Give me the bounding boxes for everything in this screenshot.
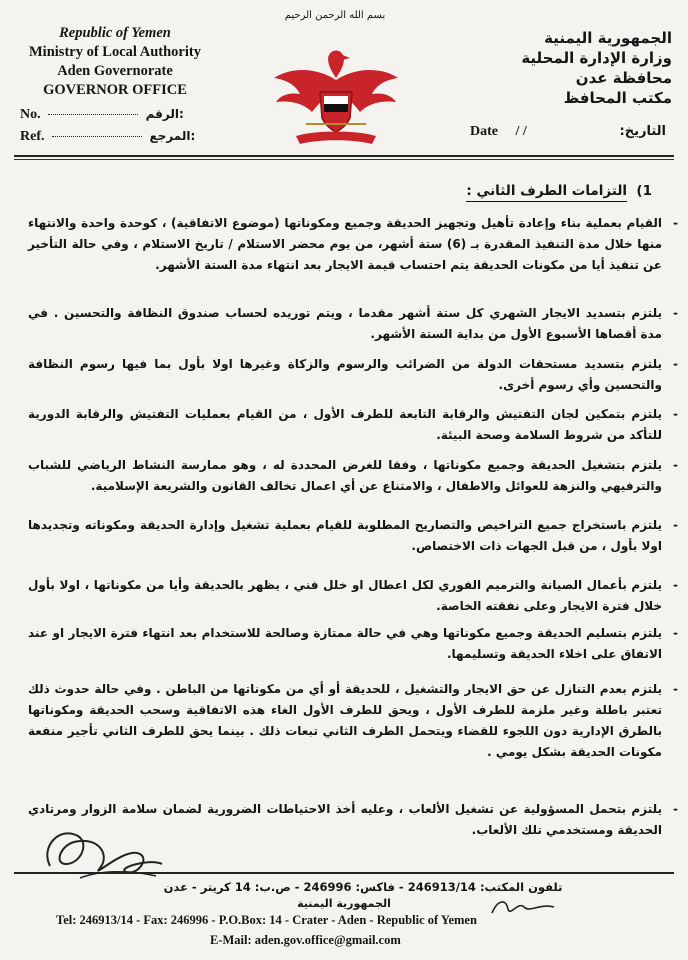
header-divider (14, 155, 674, 157)
bullet-dash: - (673, 626, 678, 640)
footer-arabic-country: الجمهورية اليمنية (297, 897, 391, 910)
footer-english-contact: Tel: 246913/14 - Fax: 246996 - P.O.Box: 14 - Crater - Aden - Republic of Yemen (56, 913, 477, 927)
bullet-dash: - (673, 357, 678, 371)
header-divider-thin (14, 159, 674, 160)
clause-4 (28, 404, 678, 446)
footer-email: E-Mail: aden.gov.office@gmail.com (210, 933, 401, 947)
clause-6 (28, 515, 678, 557)
clause-1 (28, 213, 678, 276)
clause-text: يلتزم بتسديد مستحقات الدولة من الضرائب والرسوم والزكاة وغيرها اولا بأول بما فيها رسوم النظافة والتحسين وأي رسوم أخرى. (28, 357, 662, 392)
reference-label-ar: المرجع: (149, 129, 196, 143)
clause-3 (28, 354, 678, 396)
initials-signature-icon (488, 895, 558, 919)
clause-8 (28, 623, 678, 665)
reference-dotted-line (52, 136, 142, 137)
header-ar-line-3: محافظة عدن (575, 69, 672, 87)
basmala: بسم الله الرحمن الرحيم (284, 10, 386, 21)
bullet-dash: - (673, 407, 678, 421)
header-ar-line-1: الجمهورية اليمنية (544, 29, 672, 47)
clause-2 (28, 303, 678, 345)
clause-text: يلتزم بتشغيل الحديقة وجميع مكوناتها ، وفقا للغرض المحددة له ، وهو ممارسة النشاط الرياضي للشباب والترفيهي والنزهة للعوائل والاطفال ، والامتناع عن أي اعمال تخالف القانون والشريعة الإسلامية. (28, 458, 662, 493)
section-title: التزامات الطرف الثاني : (466, 183, 627, 202)
footer-arabic-contact: تلفون المكتب: 246913/14 - فاكس: 246996 - ص.ب: 14 كريتر - عدن (163, 880, 563, 894)
clause-5 (28, 455, 678, 497)
footer-divider (14, 872, 674, 874)
bullet-dash: - (673, 458, 678, 472)
number-dotted-line (48, 114, 138, 115)
date-field-ar (620, 124, 666, 139)
header-en-line-1: Republic of Yemen (59, 25, 171, 41)
header-en-line-4: GOVERNOR OFFICE (43, 82, 187, 98)
bullet-dash: - (673, 802, 678, 816)
header-ar-line-2: وزارة الإدارة المحلية (521, 49, 672, 67)
number-field (20, 107, 184, 123)
clause-text: يلتزم باستخراج جميع التراخيص والتصاريح المطلوبة للقيام بعملية تشغيل وإدارة الحديقة ومكوناته وتجديدها اولا بأول ، من قبل الجهات ذات الاختصاص. (28, 518, 662, 553)
header-en-line-2: Ministry of Local Authority (29, 44, 201, 60)
clause-text: يلتزم بتمكين لجان التفتيش والرقابة التابعة للطرف الأول ، من القيام بعمليات التفتيش والرقابة الدورية للتأكد من شروط السلامة وصحة البيئة. (28, 407, 662, 442)
clause-text: يلتزم بتسليم الحديقة وجميع مكوناتها وهي في حالة ممتازة وصالحة للاستخدام بعد انتهاء فترة الايجار او عند الاتفاق على اخلاء الحديقة وتسليمها. (28, 626, 662, 661)
bullet-dash: - (673, 306, 678, 320)
bullet-dash: - (673, 578, 678, 592)
clause-7 (28, 575, 678, 617)
header-ar-line-4: مكتب المحافظ (563, 89, 672, 107)
clause-text: القيام بعملية بناء وإعادة تأهيل وتجهيز الحديقة وجميع ومكوناتها (موضوع الاتفاقية) ، كوحدة واحدة والانتهاء منها خلال مدة التنفيذ المقدرة بـ (6) ستة أشهر، من يوم محضر الاستلام / تاريخ الاستلام ، وفي حالة التأخير عن تنفيذ أيا من مكونات الحديقة يتم احتساب قيمة الايجار بعد انتهاء مدة الستة الأشهر. (28, 216, 663, 272)
section-number: 1) (636, 183, 652, 199)
clause-text: يلتزم بتسديد الايجار الشهري كل ستة أشهر مقدما ، ويتم توريده لحساب صندوق النظافة والتحسين . في مدة أقصاها الأسبوع الأول من بداية الستة الأشهر. (28, 306, 662, 341)
date-label: Date (470, 124, 498, 139)
clause-text: يلتزم بأعمال الصيانة والترميم الفوري لكل اعطال او خلل فني ، يظهر بالحديقة وأيا من مكوناتها ، اولا بأول خلال فترة الايجار وعلى نفقته الخاصة. (28, 578, 662, 613)
header-english-block (20, 24, 210, 100)
yemen-emblem-icon (266, 38, 406, 156)
section-heading (466, 183, 652, 199)
number-label: No. (20, 107, 41, 122)
clause-text: يلتزم بتحمل المسؤولية عن تشغيل الألعاب ، وعليه أخذ الاحتياطات الضرورية لضمان سلامة الزوار ومرتادي الحديقة ومستخدمي تلك الألعاب. (28, 802, 662, 837)
header-en-line-3: Aden Governorate (57, 63, 173, 79)
date-field-en (470, 124, 527, 140)
bullet-dash: - (673, 216, 678, 230)
reference-field (20, 129, 195, 145)
reference-label: Ref. (20, 129, 45, 144)
bullet-dash: - (673, 518, 678, 532)
date-label-ar: التاريخ: (619, 124, 666, 139)
clause-text: يلتزم بعدم التنازل عن حق الايجار والتشغيل ، للحديقة أو أي من مكوناتها من الباطن . وفي حالة حدوث ذلك تعتبر باطلة وغير ملزمة للطرف الأول ، ويحق للطرف الأول الغاء هذه الاتفاقية وسحب الحديقة ومكوناتها بالطرق الإدارية دون اللجوء للقضاء ويتحمل الطرف الثاني تبعات ذلك . بينما يحق للطرف الثاني تأجير منفعة مكونات الحديقة بشكل يومي . (28, 682, 662, 759)
header-arabic-block (452, 28, 672, 108)
bullet-dash: - (673, 682, 678, 696)
date-slashes: / / (515, 124, 527, 139)
clause-9 (28, 679, 678, 763)
number-label-ar: الرقم: (145, 107, 184, 121)
